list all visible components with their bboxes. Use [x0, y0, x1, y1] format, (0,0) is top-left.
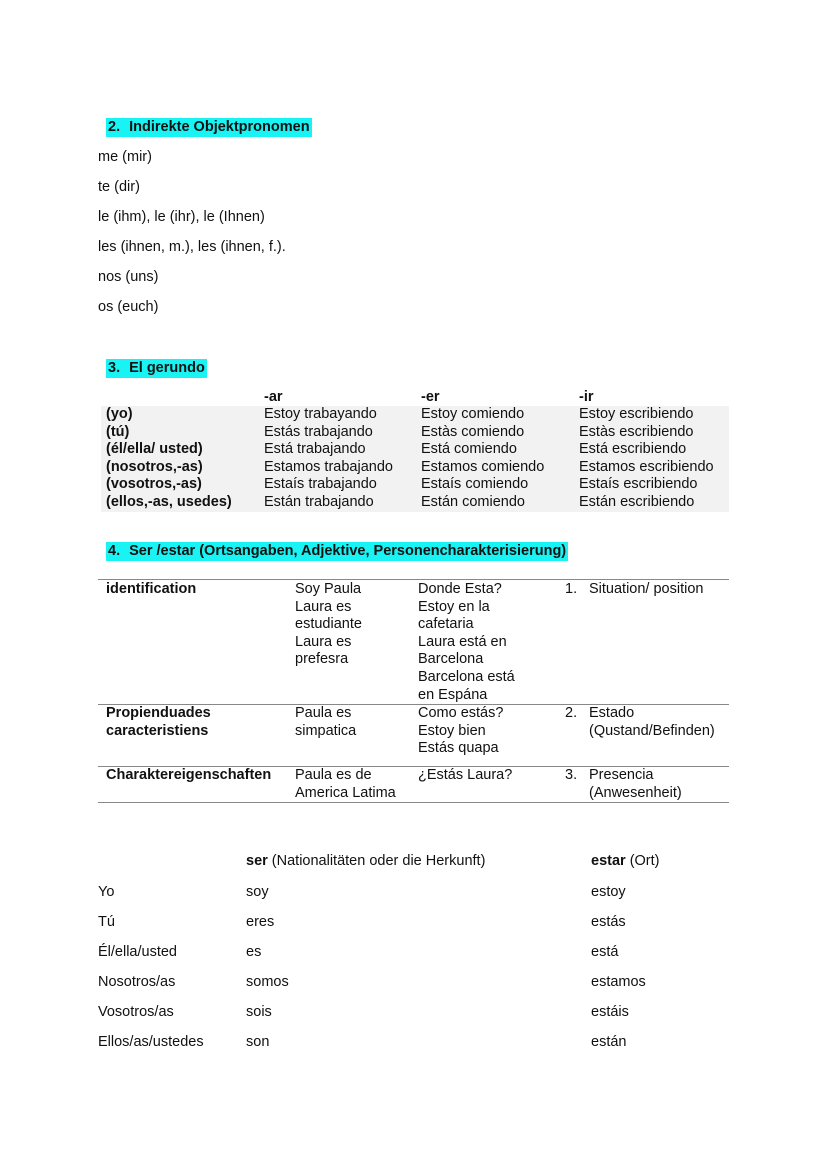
pronoun-item: me (mir)	[98, 149, 152, 165]
conj-pronoun: Tú	[98, 914, 115, 930]
conj-estar: están	[591, 1034, 627, 1050]
section-number: 4.	[108, 543, 121, 559]
section-title: El gerundo	[129, 360, 205, 376]
gerund-ar: Estás trabajando	[264, 423, 373, 440]
conj-ser: son	[246, 1034, 270, 1050]
conj-ser: es	[246, 944, 262, 960]
table-row	[101, 406, 729, 424]
gerund-ir: Estoy escribiendo	[579, 406, 694, 422]
gerund-ir: Está escribiendo	[579, 441, 687, 458]
gerund-er: Está comiendo	[421, 441, 517, 458]
conj-estar: estoy	[591, 884, 626, 900]
gerund-ar: Estaís trabajando	[264, 476, 377, 493]
gerund-er: Estamos comiendo	[421, 458, 545, 475]
usage-number: 2.	[565, 705, 578, 721]
gerund-ar: Estoy trabayando	[264, 406, 377, 422]
table-row	[101, 459, 729, 477]
gerund-header-er: -er	[421, 389, 440, 405]
estar-header-note: (Ort)	[625, 853, 660, 869]
section-4-heading	[106, 542, 568, 561]
gerund-ir: Están escribiendo	[579, 494, 695, 510]
ser-column-header	[246, 852, 485, 870]
estar-example: Como estás? Estoy bien Estás quapa	[418, 705, 504, 757]
gerund-er: Están comiendo	[421, 494, 525, 510]
conj-estar: estáis	[591, 1004, 629, 1020]
conj-estar: está	[591, 944, 619, 960]
gerund-person: (vosotros,-as)	[106, 476, 202, 493]
section-3-heading	[106, 359, 207, 378]
section-number: 2.	[108, 119, 121, 135]
usage-description: Situation/ position	[589, 581, 704, 597]
usage-number: 3.	[565, 767, 578, 783]
conj-pronoun: Yo	[98, 884, 115, 900]
gerund-ir: Estamos escribiendo	[579, 458, 714, 475]
pronoun-item: os (euch)	[98, 299, 159, 315]
ser-header-bold: ser	[246, 853, 268, 869]
conj-ser: somos	[246, 974, 289, 990]
gerund-person: (él/ella/ usted)	[106, 441, 203, 458]
gerund-person: (tú)	[106, 423, 130, 440]
section-title: Indirekte Objektpronomen	[129, 119, 310, 135]
conj-pronoun: Nosotros/as	[98, 974, 176, 990]
pronoun-item: te (dir)	[98, 179, 140, 195]
pronoun-item: le (ihm), le (ihr), le (Ihnen)	[98, 209, 265, 225]
gerund-ir: Estaís escribiendo	[579, 476, 698, 493]
pronoun-item: les (ihnen, m.), les (ihnen, f.).	[98, 239, 286, 255]
gerund-ir: Estàs escribiendo	[579, 423, 694, 440]
gerund-person: (yo)	[106, 406, 133, 422]
gerund-ar: Están trabajando	[264, 494, 374, 510]
table-row	[101, 476, 729, 494]
section-title: Ser /estar (Ortsangaben, Adjektive, Personencharakterisierung)	[129, 543, 567, 559]
estar-example: ¿Estás Laura?	[418, 767, 513, 783]
conj-pronoun: Ellos/as/ustedes	[98, 1034, 204, 1050]
estar-example: Donde Esta? Estoy en la cafetaria Laura está en Barcelona Barcelona está en Espána	[418, 581, 515, 703]
pronoun-item: nos (uns)	[98, 269, 159, 285]
gerund-ar: Estamos trabajando	[264, 458, 393, 475]
gerund-table	[101, 406, 729, 512]
usage-description: Estado (Qustand/Befinden)	[589, 705, 715, 739]
table-row	[101, 494, 729, 512]
conj-pronoun: Él/ella/usted	[98, 944, 177, 960]
conj-ser: soy	[246, 884, 269, 900]
ser-estar-label: identification	[106, 581, 197, 597]
ser-estar-label: Propienduades caracteristiens	[106, 705, 211, 739]
table-row	[101, 424, 729, 442]
gerund-er: Estoy comiendo	[421, 406, 525, 422]
conj-estar: estás	[591, 914, 626, 930]
conj-pronoun: Vosotros/as	[98, 1004, 174, 1020]
usage-number: 1.	[565, 581, 578, 597]
usage-description: Presencia (Anwesenheit)	[589, 767, 682, 801]
gerund-person: (nosotros,-as)	[106, 458, 203, 475]
gerund-er: Estaís comiendo	[421, 476, 529, 493]
section-2-heading	[106, 118, 312, 137]
ser-example: Paula es simpatica	[295, 705, 357, 739]
ser-estar-label: Charaktereigenschaften	[106, 767, 272, 783]
ser-example: Paula es de America Latima	[295, 767, 396, 801]
conj-estar: estamos	[591, 974, 646, 990]
gerund-ar: Está trabajando	[264, 441, 366, 458]
ser-header-note: (Nationalitäten oder die Herkunft)	[267, 853, 486, 869]
section-number: 3.	[108, 360, 121, 376]
estar-column-header	[591, 852, 660, 870]
gerund-header-ir: -ir	[579, 389, 594, 405]
conj-ser: eres	[246, 914, 275, 930]
conj-ser: sois	[246, 1004, 272, 1020]
gerund-header-ar: -ar	[264, 389, 283, 405]
estar-header-bold: estar	[591, 853, 626, 869]
ser-example: Soy Paula Laura es estudiante Laura es prefesra	[295, 581, 362, 668]
table-divider	[98, 802, 729, 803]
table-row	[101, 441, 729, 459]
table-divider	[98, 579, 729, 580]
gerund-person: (ellos,-as, usedes)	[106, 494, 232, 510]
gerund-er: Estàs comiendo	[421, 423, 525, 440]
